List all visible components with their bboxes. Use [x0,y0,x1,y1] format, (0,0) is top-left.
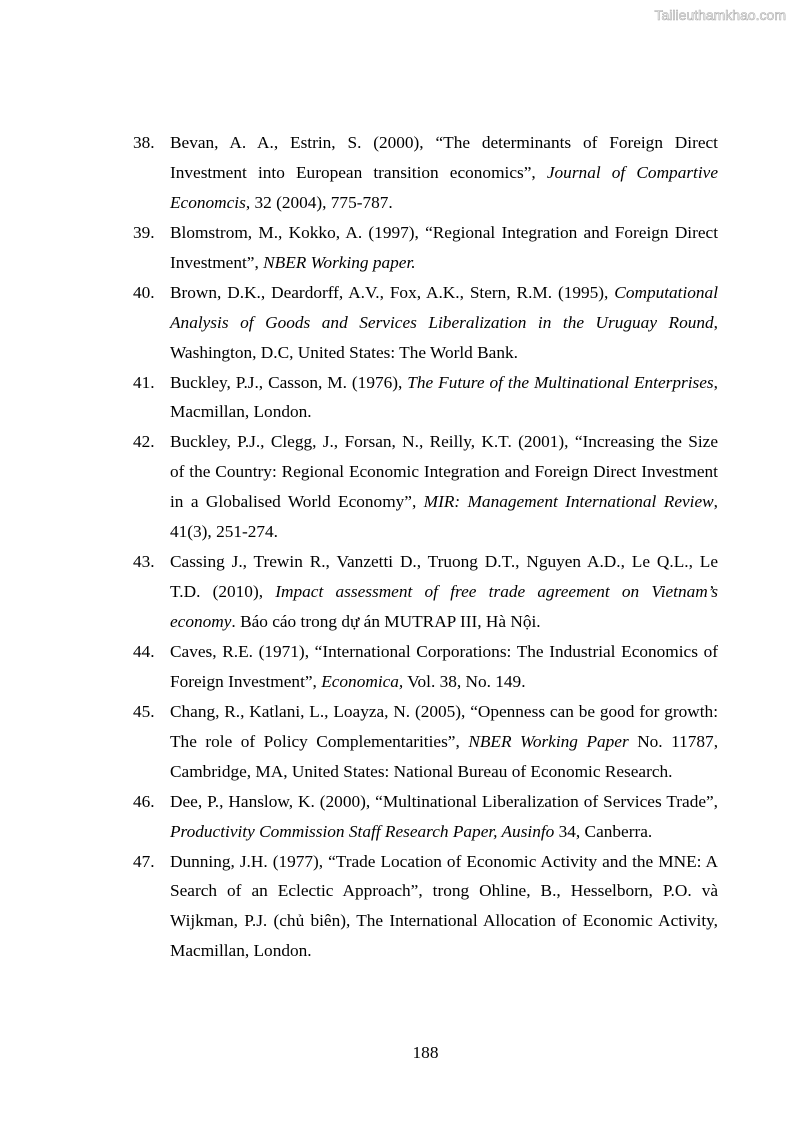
reference-item [133,547,718,637]
reference-text [170,547,718,637]
reference-text [170,218,718,278]
reference-list [133,128,718,966]
reference-text [170,787,718,847]
reference-number: 46. [133,791,155,811]
reference-segment: , [713,372,718,392]
reference-line [170,817,718,847]
reference-line [170,637,718,667]
reference-segment: Investment into European transition economics”, [170,162,547,182]
reference-segment: Wijkman, P.J. (chủ biên), The International Allocation of Economic Activity, [170,911,718,931]
reference-number: 45. [133,701,155,721]
reference-title: Economica, [321,671,404,691]
reference-text [170,128,718,218]
reference-number: 40. [133,282,155,302]
reference-text [170,427,718,547]
reference-number: 43. [133,552,155,572]
reference-title: Impact assessment of free trade agreement on Vietnam’s [275,582,718,602]
reference-text [170,368,718,428]
reference-line [170,487,718,517]
reference-line [170,308,718,338]
reference-segment: No. 11787, [628,731,719,751]
reference-segment: Macmillan, London. [170,941,312,961]
reference-line [170,158,718,188]
page-number: 188 [412,1043,439,1062]
reference-line [170,517,718,547]
reference-line [170,427,718,457]
reference-text [170,847,718,967]
reference-segment: Foreign Investment”, [170,671,322,691]
reference-line [170,577,718,607]
reference-title: MIR: Management International Review [423,492,714,512]
reference-item [133,368,718,428]
reference-title: The Future of the Multinational Enterprises [407,372,714,392]
reference-item [133,218,718,278]
reference-segment: . Báo cáo trong dự án MUTRAP III, Hà Nội. [231,612,541,631]
reference-line [170,906,718,936]
reference-segment: Caves, R.E. (1971), “International Corporations: The Industrial Economics of [170,641,718,661]
reference-segment: , [713,492,718,512]
reference-segment: Buckley, P.J., Casson, M. (1976), [170,372,408,392]
reference-line [170,547,718,577]
reference-line [170,368,718,398]
reference-line [170,757,718,787]
reference-number: 47. [133,851,155,871]
reference-line [170,397,718,427]
reference-segment: 41(3), 251-274. [170,522,278,542]
reference-line [170,457,718,487]
reference-segment: Brown, D.K., Deardorff, A.V., Fox, A.K., Stern, R.M. (1995), [170,282,615,302]
reference-line [170,787,718,817]
reference-number: 39. [133,222,155,242]
reference-text [170,697,718,787]
reference-title: economy [170,612,232,631]
reference-item [133,637,718,697]
reference-title: NBER Working Paper [468,731,629,751]
reference-segment: 34, Canberra. [554,821,653,841]
reference-line [170,607,718,637]
reference-number: 38. [133,133,155,152]
reference-title: Journal of Compartive [546,162,718,182]
reference-line [170,697,718,727]
reference-segment: in a Globalised World Economy”, [170,492,424,512]
reference-segment: Search of an Eclectic Approach”, trong Ohline, B., Hesselborn, P.O. và [170,881,718,901]
reference-segment: Blomstrom, M., Kokko, A. (1997), “Regional Integration and Foreign Direct [170,222,718,242]
reference-segment: The role of Policy Complementarities”, [170,731,469,751]
watermark: Tailieuthamkhao.com [654,7,786,23]
reference-line [170,936,718,966]
reference-title: NBER Working paper. [263,252,416,272]
reference-segment: Dee, P., Hanslow, K. (2000), “Multinational Liberalization of Services Trade”, [170,791,718,811]
reference-item [133,128,718,218]
reference-item [133,787,718,847]
reference-line [170,667,718,697]
reference-line [170,188,718,218]
reference-line [170,338,718,368]
reference-item [133,427,718,547]
reference-segment: T.D. (2010), [170,582,276,602]
reference-number: 41. [133,372,155,392]
reference-title: Computational [614,282,718,302]
reference-line [170,278,718,308]
reference-item [133,697,718,787]
reference-number: 44. [133,641,155,661]
reference-segment: Chang, R., Katlani, L., Loayza, N. (2005), “Openness can be good for growth: [170,701,718,721]
reference-line [170,248,718,278]
reference-segment: Buckley, P.J., Clegg, J., Forsan, N., Reilly, K.T. (2001), “Increasing the Size [170,432,718,452]
reference-title: Productivity Commission Staff Research Paper, Ausinfo [170,821,555,841]
reference-segment: , [713,312,718,332]
reference-segment: Macmillan, London. [170,402,312,422]
reference-segment: Bevan, A. A., Estrin, S. (2000), “The determinants of Foreign Direct [170,133,718,152]
reference-text [170,278,718,368]
reference-item [133,278,718,368]
reference-item [133,847,718,967]
reference-title: Analysis of Goods and Services Liberalization in the Uruguay Round [170,312,714,332]
reference-line [170,727,718,757]
reference-line [170,218,718,248]
reference-line [170,876,718,906]
reference-segment: Cambridge, MA, United States: National Bureau of Economic Research. [170,761,673,781]
reference-segment: , 32 (2004), 775-787. [245,192,393,212]
reference-segment: of the Country: Regional Economic Integration and Foreign Direct Investment [170,462,718,482]
reference-segment: Dunning, J.H. (1977), “Trade Location of Economic Activity and the MNE: A [170,851,718,871]
reference-line [170,128,718,158]
reference-title: Economcis [170,192,246,212]
reference-segment: Investment”, [170,252,264,272]
reference-segment: Washington, D.C, United States: The World Bank. [170,342,518,362]
reference-segment: Cassing J., Trewin R., Vanzetti D., Truong D.T., Nguyen A.D., Le Q.L., Le [170,552,718,572]
reference-text [170,637,718,697]
reference-segment: Vol. 38, No. 149. [403,671,526,691]
reference-line [170,847,718,877]
reference-number: 42. [133,432,155,452]
